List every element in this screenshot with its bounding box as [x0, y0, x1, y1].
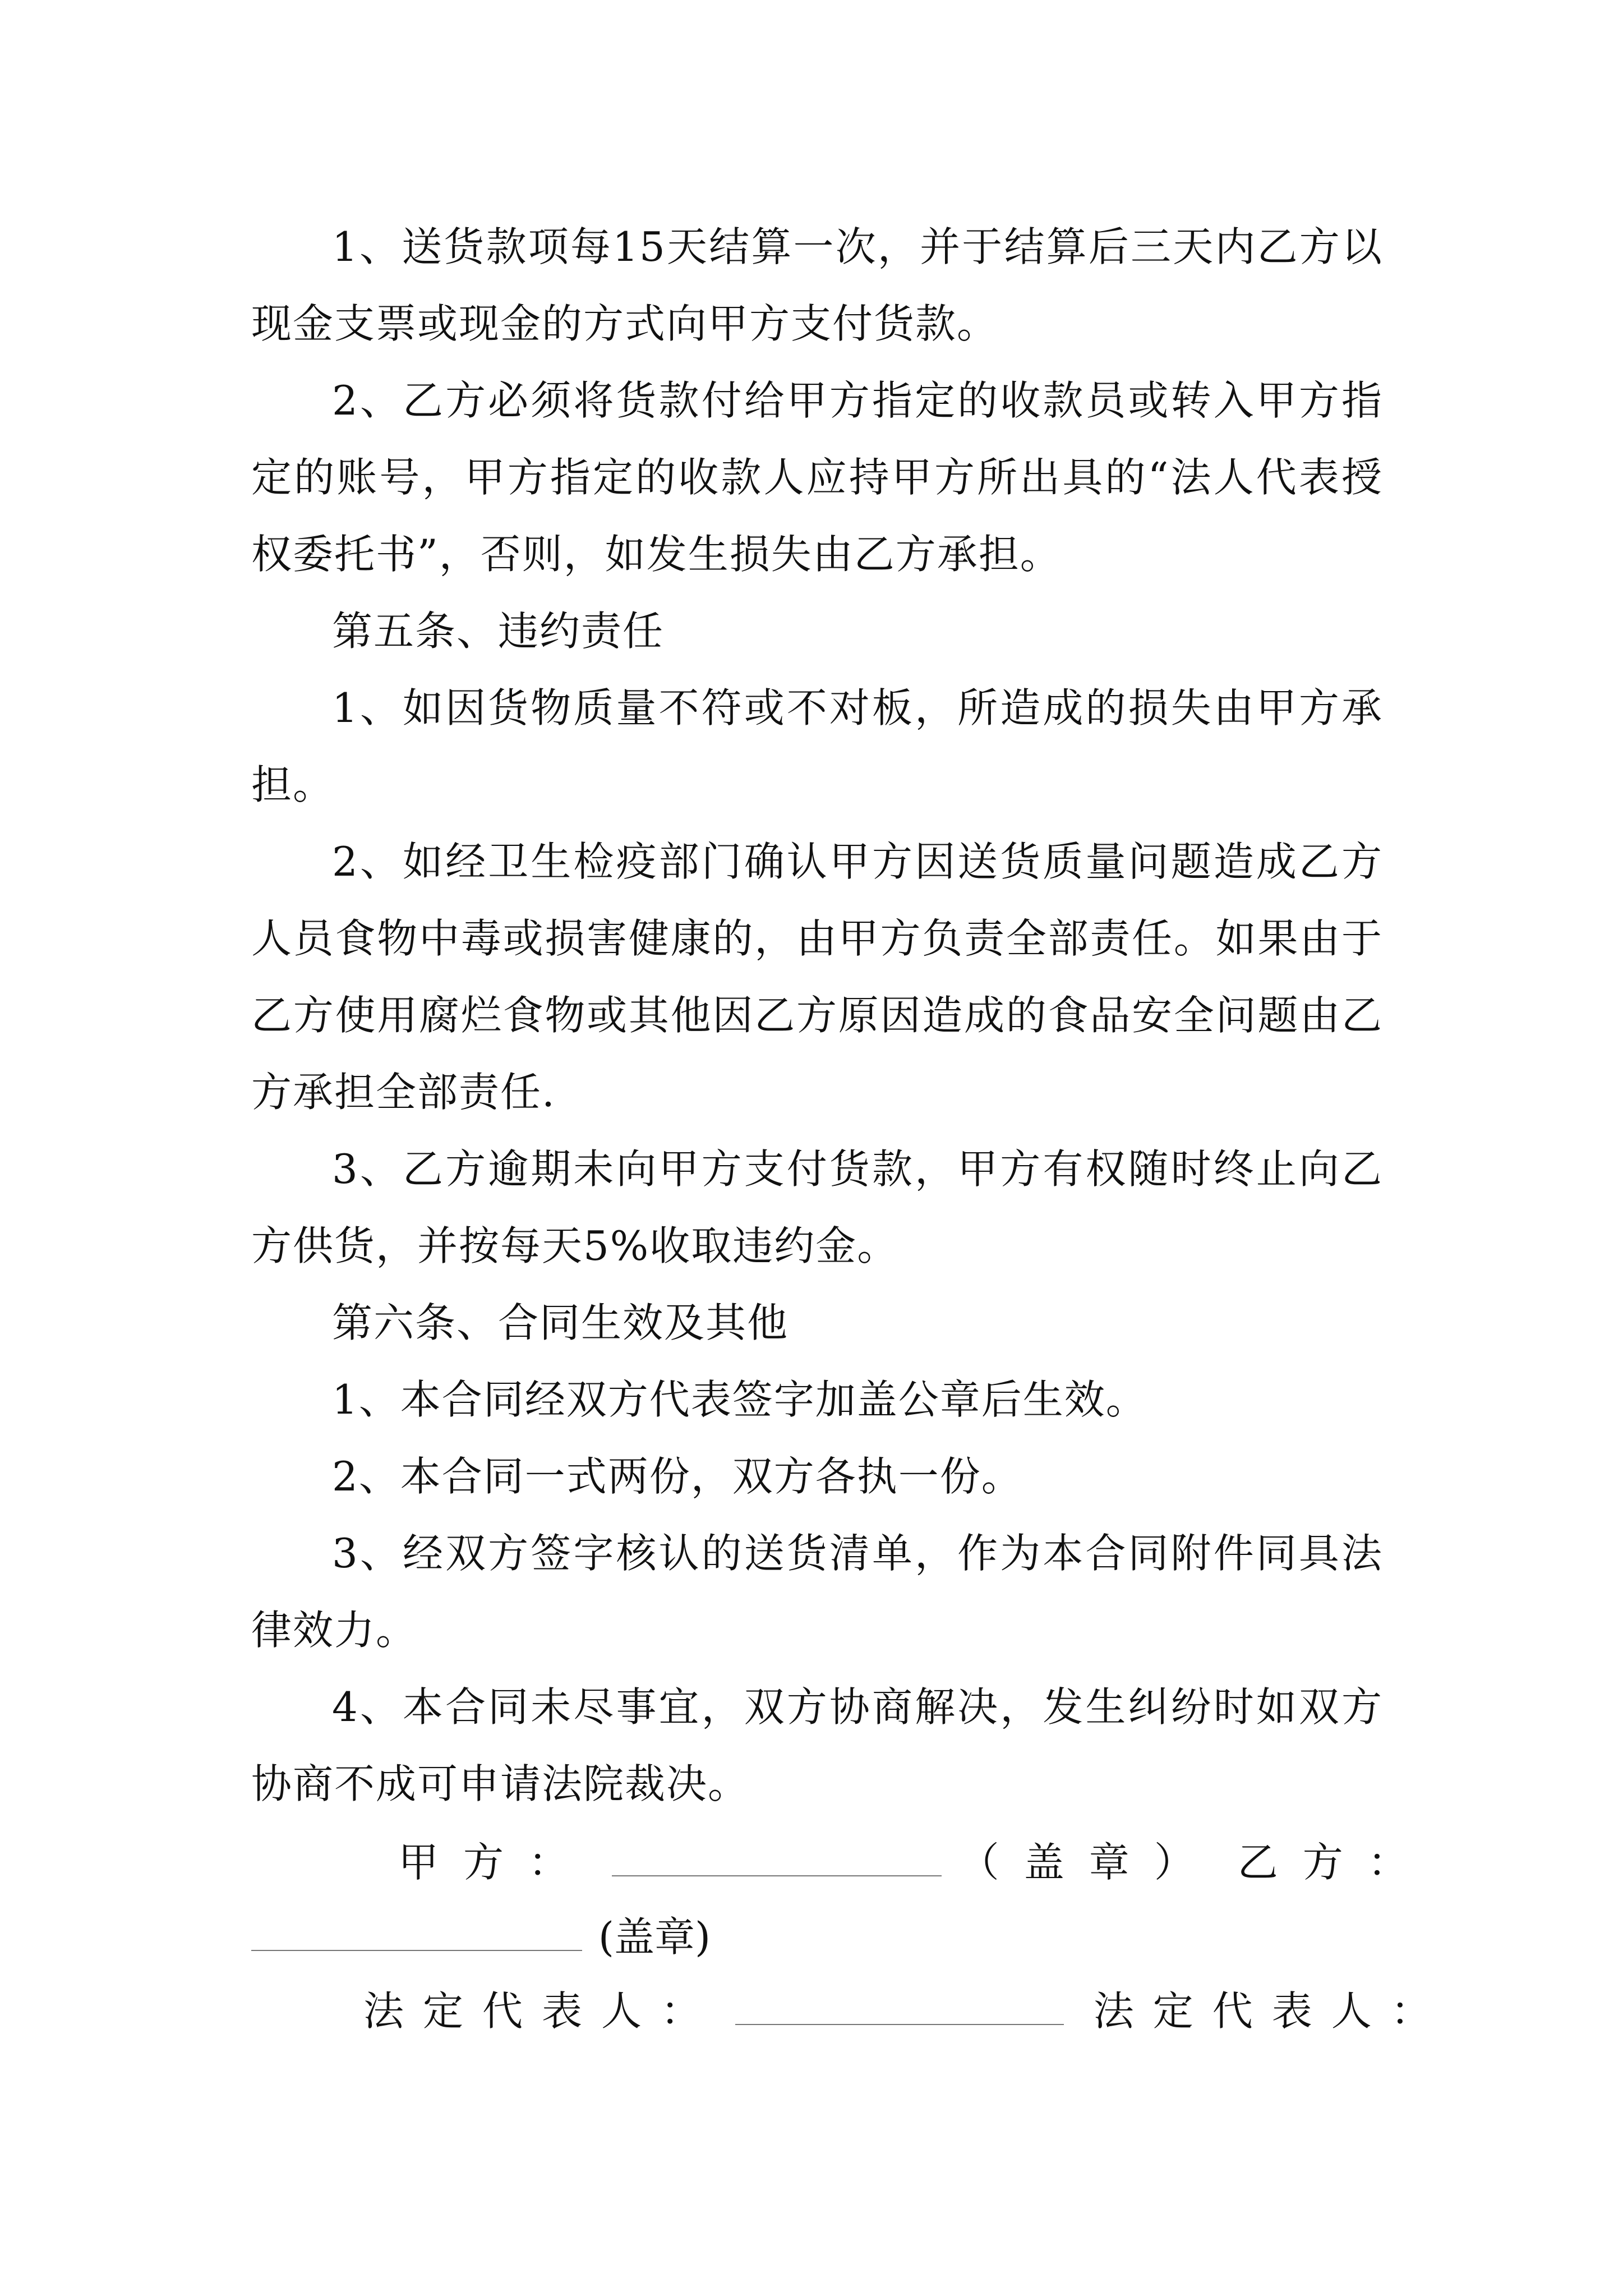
article-heading: 第五条、违约责任 [332, 608, 665, 655]
signature-row-parties [251, 1830, 1433, 1888]
clause-paragraph: 3、经双方签字核认的送货清单，作为本合同附件同具法律效力。 [251, 1530, 1383, 1654]
clause-paragraph: 1、送货款项每15天结算一次，并于结算后三天内乙方以现金支票或现金的方式向甲方支付货款。 [251, 223, 1383, 347]
signature-row-party-b-seal [251, 1904, 1383, 1963]
clause-paragraph: 1、本合同经双方代表签字加盖公章后生效。 [332, 1376, 1147, 1423]
clause-paragraph: 3、乙方逾期未向甲方支付货款，甲方有权随时终止向乙方供货，并按每天5%收取违约金。 [251, 1145, 1383, 1269]
rep-a-signature-blank [735, 1988, 1064, 2025]
document-body [251, 209, 1383, 1823]
article-heading: 第六条、合同生效及其他 [332, 1299, 789, 1346]
rep-a-label: 法定代表人： [363, 1987, 721, 2035]
party-a-seal-label: （盖章） [958, 1839, 1219, 1886]
clause-paragraph: 2、本合同一式两份，双方各执一份。 [332, 1453, 1023, 1500]
clause-paragraph: 4、本合同未尽事宜，双方协商解决，发生纠纷时如双方协商不成可申请法院裁决。 [251, 1683, 1383, 1807]
party-b-label: 乙方： [1237, 1839, 1433, 1886]
clause-paragraph: 2、乙方必须将货款付给甲方指定的收款员或转入甲方指定的账号，甲方指定的收款人应持甲方所出具的“法人代表授权委托书”，否则，如发生损失由乙方承担。 [251, 377, 1383, 578]
party-a-signature-blank [612, 1839, 942, 1876]
party-b-signature-blank [251, 1914, 582, 1951]
signature-row-representatives [251, 1978, 1450, 2037]
party-a-label: 甲方： [398, 1839, 594, 1886]
rep-b-label: 法定代表人： [1093, 1987, 1450, 2035]
party-b-seal-label: (盖章) [598, 1913, 711, 1961]
clause-paragraph: 1、如因货物质量不符或不对板，所造成的损失由甲方承担。 [251, 684, 1383, 808]
clause-paragraph: 2、如经卫生检疫部门确认甲方因送货质量问题造成乙方人员食物中毒或损害健康的，由甲方负责全部责任。如果由于乙方使用腐烂食物或其他因乙方原因造成的食品安全问题由乙方承担全部责任. [251, 838, 1383, 1116]
